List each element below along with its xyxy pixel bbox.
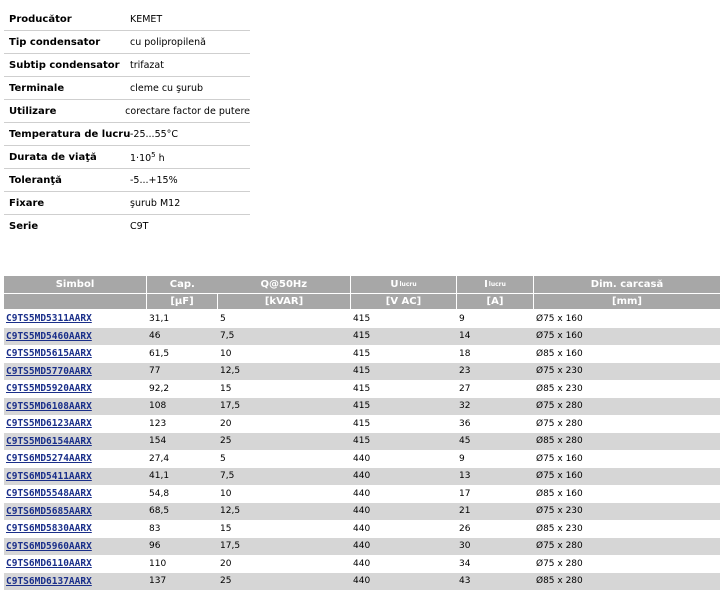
units-q: [kVAR] <box>218 294 351 309</box>
property-name: Utilizare <box>9 105 57 117</box>
units-u: [V AC] <box>351 294 457 309</box>
property-row <box>4 77 250 100</box>
cell-dimensions: Ø75 x 160 <box>536 453 583 464</box>
cell-capacitance: 54,8 <box>149 488 170 499</box>
property-row <box>4 8 250 31</box>
cell-power: 7,5 <box>220 331 235 342</box>
cell-code <box>4 573 147 591</box>
product-code-link[interactable]: C9TS6MD5411AARX <box>6 470 92 482</box>
property-value: -5...+15% <box>130 174 178 186</box>
cell-power: 7,5 <box>220 471 235 482</box>
lifetime-unit: h <box>155 152 165 164</box>
cell-current: 18 <box>459 348 471 359</box>
cell-current: 9 <box>459 313 465 324</box>
cell-power: 12,5 <box>220 366 241 377</box>
cell-code <box>4 450 147 468</box>
table-row <box>4 345 720 363</box>
cell-power: 25 <box>220 436 232 447</box>
cell-power: 25 <box>220 576 232 587</box>
property-name: Serie <box>9 220 39 232</box>
cell-voltage: 440 <box>353 471 371 482</box>
header-u-label: U <box>390 279 399 290</box>
cell-power: 17,5 <box>220 541 241 552</box>
cell-current: 9 <box>459 453 465 464</box>
product-code-link[interactable]: C9TS6MD5548AARX <box>6 488 92 500</box>
cell-capacitance: 92,2 <box>149 383 170 394</box>
cell-power: 17,5 <box>220 401 241 412</box>
cell-current: 13 <box>459 471 471 482</box>
cell-dimensions: Ø75 x 280 <box>536 541 583 552</box>
cell-capacitance: 108 <box>149 401 167 412</box>
table-row <box>4 380 720 398</box>
cell-dimensions: Ø85 x 230 <box>536 383 583 394</box>
property-value: şurub M12 <box>130 197 181 209</box>
header-cap-q <box>147 276 351 293</box>
cell-capacitance: 68,5 <box>149 506 170 517</box>
property-row <box>4 192 250 215</box>
property-name: Terminale <box>9 82 65 94</box>
table-row <box>4 398 720 416</box>
units-simbol <box>4 294 147 309</box>
cell-voltage: 415 <box>353 383 371 394</box>
cell-code <box>4 363 147 381</box>
cell-capacitance: 27,4 <box>149 453 170 464</box>
table-row <box>4 538 720 556</box>
cell-voltage: 440 <box>353 558 371 569</box>
cell-dimensions: Ø85 x 160 <box>536 348 583 359</box>
cell-power: 5 <box>220 453 226 464</box>
cell-dimensions: Ø75 x 280 <box>536 401 583 412</box>
cell-capacitance: 123 <box>149 418 167 429</box>
cell-voltage: 415 <box>353 348 371 359</box>
header-i-label: I <box>484 279 488 290</box>
product-code-link[interactable]: C9TS5MD5770AARX <box>6 365 92 377</box>
cell-dimensions: Ø75 x 280 <box>536 418 583 429</box>
table-row <box>4 520 720 538</box>
cell-code <box>4 433 147 451</box>
cell-voltage: 440 <box>353 506 371 517</box>
property-value: trifazat <box>130 59 164 71</box>
property-name: Temperatura de lucru <box>9 128 131 140</box>
cell-voltage: 415 <box>353 401 371 412</box>
property-name: Durata de viaţă <box>9 151 97 163</box>
units-cap: [µF] <box>147 294 218 309</box>
lifetime-base: 1·10 <box>130 152 152 164</box>
property-value: C9T <box>130 220 149 232</box>
property-name: Fixare <box>9 197 45 209</box>
cell-current: 17 <box>459 488 471 499</box>
product-code-link[interactable]: C9TS5MD5311AARX <box>6 313 92 325</box>
cell-capacitance: 96 <box>149 541 161 552</box>
header-u <box>351 276 457 293</box>
header-q: Q@50Hz <box>260 279 308 290</box>
product-code-link[interactable]: C9TS6MD5960AARX <box>6 540 92 552</box>
cell-power: 5 <box>220 313 226 324</box>
cell-power: 10 <box>220 348 232 359</box>
cell-current: 43 <box>459 576 471 587</box>
property-row <box>4 31 250 54</box>
table-row <box>4 450 720 468</box>
cell-current: 30 <box>459 541 471 552</box>
cell-capacitance: 61,5 <box>149 348 170 359</box>
cell-voltage: 440 <box>353 523 371 534</box>
table-row <box>4 328 720 346</box>
cell-power: 20 <box>220 558 232 569</box>
cell-dimensions: Ø75 x 160 <box>536 471 583 482</box>
property-row <box>4 123 250 146</box>
cell-code <box>4 380 147 398</box>
cell-capacitance: 137 <box>149 576 167 587</box>
table-row <box>4 485 720 503</box>
product-code-link[interactable]: C9TS5MD6108AARX <box>6 400 92 412</box>
cell-current: 27 <box>459 383 471 394</box>
cell-capacitance: 110 <box>149 558 167 569</box>
cell-current: 26 <box>459 523 471 534</box>
cell-code <box>4 485 147 503</box>
cell-voltage: 440 <box>353 541 371 552</box>
cell-voltage: 415 <box>353 418 371 429</box>
cell-code <box>4 398 147 416</box>
header-i <box>457 276 534 293</box>
header-dim: Dim. carcasă <box>590 279 664 290</box>
property-name: Producător <box>9 13 72 25</box>
cell-capacitance: 77 <box>149 366 161 377</box>
cell-power: 12,5 <box>220 506 241 517</box>
cell-voltage: 440 <box>353 488 371 499</box>
cell-voltage: 415 <box>353 313 371 324</box>
cell-capacitance: 83 <box>149 523 161 534</box>
table-row <box>4 415 720 433</box>
header-simbol: Simbol <box>4 276 147 293</box>
property-row <box>4 54 250 77</box>
product-code-link[interactable]: C9TS5MD5615AARX <box>6 348 92 360</box>
cell-current: 32 <box>459 401 471 412</box>
table-row <box>4 433 720 451</box>
cell-code <box>4 538 147 556</box>
cell-current: 21 <box>459 506 471 517</box>
cell-dimensions: Ø85 x 280 <box>536 436 583 447</box>
property-row <box>4 146 250 169</box>
cell-code <box>4 468 147 486</box>
table-units-row <box>4 294 720 310</box>
table-body <box>4 310 720 590</box>
products-table <box>4 276 720 590</box>
cell-code <box>4 555 147 573</box>
property-row <box>4 100 250 123</box>
property-value: KEMET <box>130 13 163 25</box>
table-row <box>4 363 720 381</box>
lifetime-exponent: 5 <box>151 150 156 159</box>
table-row <box>4 310 720 328</box>
cell-dimensions: Ø75 x 280 <box>536 558 583 569</box>
cell-dimensions: Ø85 x 160 <box>536 488 583 499</box>
property-name: Tip condensator <box>9 36 101 48</box>
header-cap: Cap. <box>169 279 195 290</box>
cell-capacitance: 41,1 <box>149 471 170 482</box>
cell-current: 45 <box>459 436 471 447</box>
product-code-link[interactable]: C9TS5MD5460AARX <box>6 330 92 342</box>
product-code-link[interactable]: C9TS6MD6137AARX <box>6 575 92 587</box>
header-u-sub: lucru <box>399 281 417 288</box>
cell-current: 36 <box>459 418 471 429</box>
cell-code <box>4 503 147 521</box>
property-value <box>128 151 250 164</box>
table-row <box>4 573 720 591</box>
header-i-sub: lucru <box>488 281 506 288</box>
units-i: [A] <box>457 294 534 309</box>
cell-capacitance: 46 <box>149 331 161 342</box>
cell-voltage: 415 <box>353 366 371 377</box>
property-value: cu polipropilenă <box>130 36 206 48</box>
property-row <box>4 215 250 237</box>
property-name: Toleranţă <box>9 174 62 186</box>
cell-code <box>4 310 147 328</box>
cell-dimensions: Ø75 x 230 <box>536 366 583 377</box>
product-code-link[interactable]: C9TS6MD6110AARX <box>6 558 92 570</box>
cell-dimensions: Ø85 x 280 <box>536 576 583 587</box>
cell-voltage: 415 <box>353 436 371 447</box>
cell-power: 15 <box>220 523 232 534</box>
cell-dimensions: Ø75 x 160 <box>536 331 583 342</box>
cell-code <box>4 520 147 538</box>
cell-dimensions: Ø75 x 160 <box>536 313 583 324</box>
cell-capacitance: 31,1 <box>149 313 170 324</box>
cell-code <box>4 415 147 433</box>
table-header-row <box>4 276 720 294</box>
cell-voltage: 440 <box>353 576 371 587</box>
cell-capacitance: 154 <box>149 436 167 447</box>
property-value: corectare factor de putere <box>125 105 250 117</box>
cell-dimensions: Ø75 x 230 <box>536 506 583 517</box>
cell-voltage: 440 <box>353 453 371 464</box>
table-row <box>4 468 720 486</box>
cell-dimensions: Ø85 x 230 <box>536 523 583 534</box>
cell-code <box>4 345 147 363</box>
units-dim: [mm] <box>612 296 642 307</box>
property-value: cleme cu şurub <box>130 82 204 94</box>
product-code-link[interactable]: C9TS5MD6123AARX <box>6 418 92 430</box>
property-row <box>4 169 250 192</box>
table-row <box>4 503 720 521</box>
product-code-link[interactable]: C9TS6MD5685AARX <box>6 505 92 517</box>
properties-table <box>4 8 250 237</box>
product-code-link[interactable]: C9TS6MD5830AARX <box>6 523 92 535</box>
cell-power: 15 <box>220 383 232 394</box>
cell-power: 10 <box>220 488 232 499</box>
cell-code <box>4 328 147 346</box>
cell-current: 34 <box>459 558 471 569</box>
cell-current: 14 <box>459 331 471 342</box>
product-code-link[interactable]: C9TS5MD5920AARX <box>6 383 92 395</box>
cell-voltage: 415 <box>353 331 371 342</box>
cell-power: 20 <box>220 418 232 429</box>
property-value: -25...55°C <box>130 128 179 140</box>
cell-current: 23 <box>459 366 471 377</box>
product-code-link[interactable]: C9TS5MD6154AARX <box>6 435 92 447</box>
property-name: Subtip condensator <box>9 59 120 71</box>
product-code-link[interactable]: C9TS6MD5274AARX <box>6 453 92 465</box>
table-row <box>4 555 720 573</box>
